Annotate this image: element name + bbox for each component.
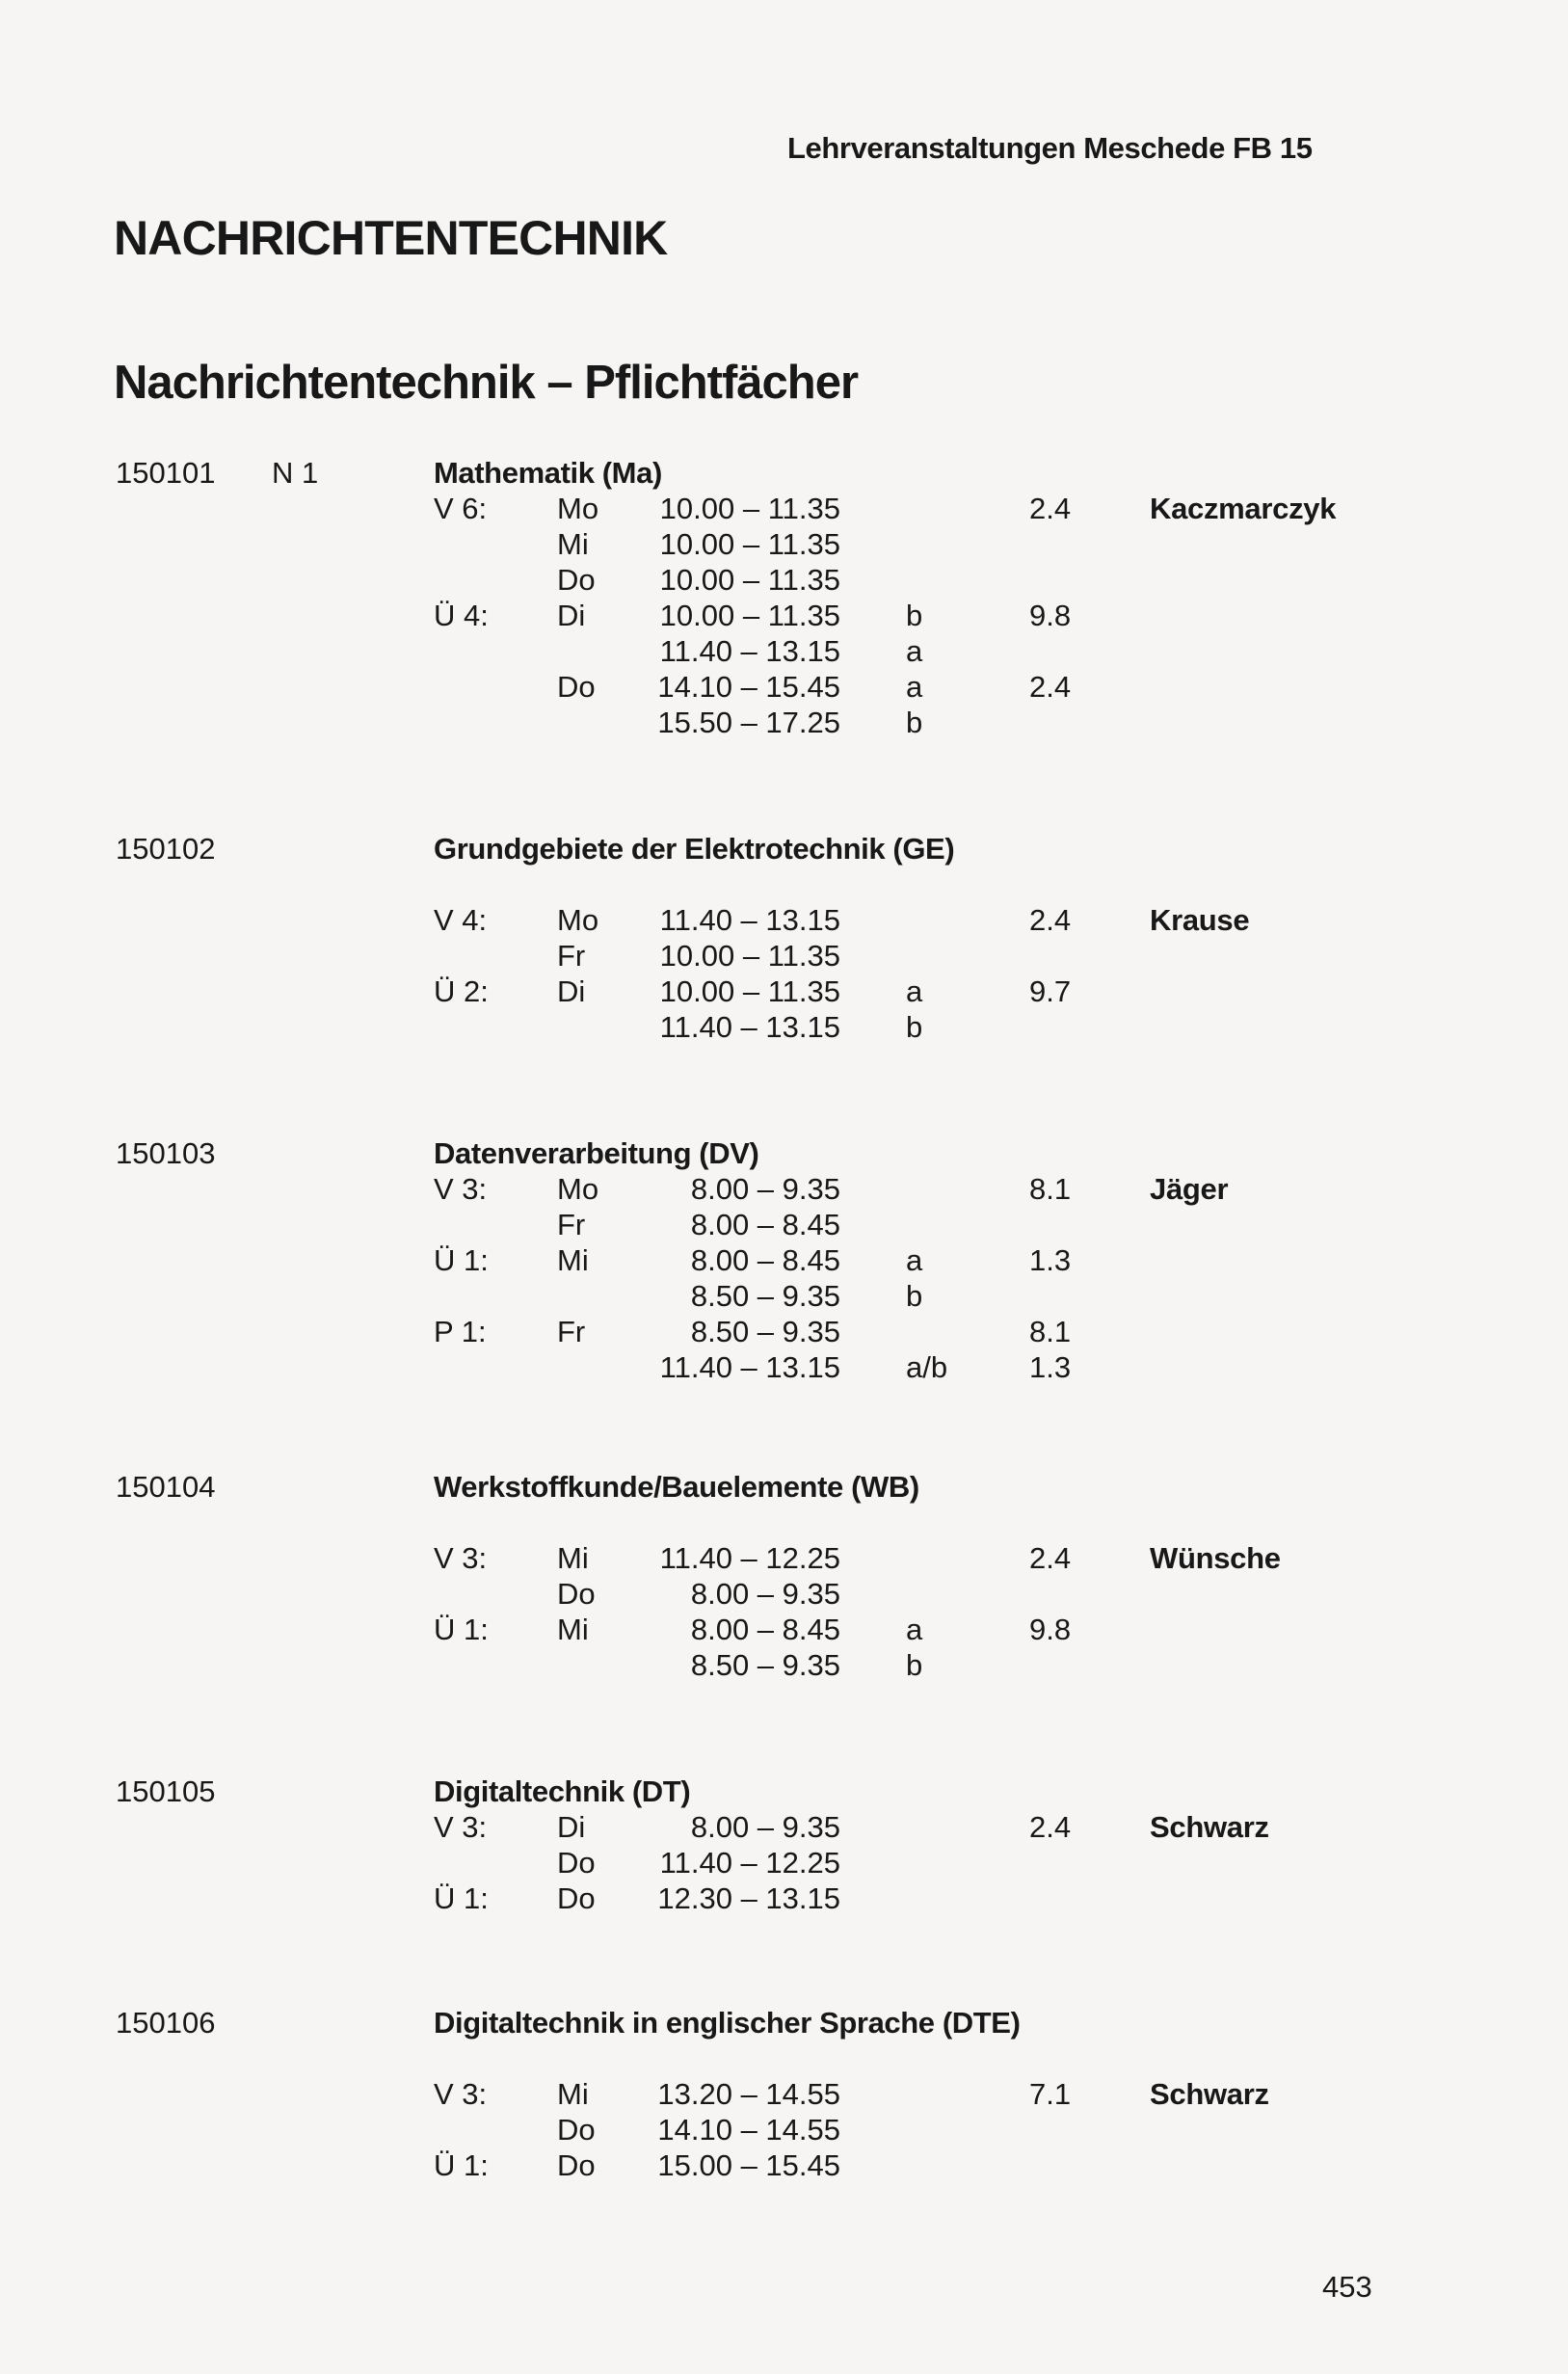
schedule-row — [0, 1540, 1568, 1576]
weekday: Do — [557, 1577, 596, 1611]
weekday: Di — [557, 599, 586, 632]
schedule-row — [0, 974, 1568, 1009]
schedule-row — [0, 1612, 1568, 1647]
schedule-row — [0, 1278, 1568, 1314]
schedule-row — [0, 1881, 1568, 1916]
course-number: 150106 — [116, 2006, 216, 2040]
course-number: 150103 — [116, 1136, 216, 1170]
session-type: Ü 1: — [434, 1881, 489, 1915]
schedule-row — [0, 1647, 1568, 1683]
session-type: Ü 1: — [434, 1613, 489, 1646]
time-range: 10.00 – 11.35 — [659, 527, 840, 561]
time-range: 10.00 – 11.35 — [659, 492, 840, 525]
time-range: 8.00 – 8.45 — [690, 1613, 840, 1646]
time-range: 11.40 – 12.25 — [659, 1846, 840, 1880]
course-title: Mathematik (Ma) — [434, 456, 662, 490]
group: b — [906, 599, 923, 632]
lecturer-name: Kaczmarczyk — [1150, 492, 1337, 525]
session-type: Ü 2: — [434, 974, 489, 1008]
weekday: Mo — [557, 1172, 599, 1206]
weekday: Mi — [557, 1243, 589, 1277]
time-range: 8.00 – 8.45 — [690, 1208, 840, 1241]
time-range: 11.40 – 13.15 — [659, 1350, 840, 1384]
schedule-row — [0, 2147, 1568, 2183]
lecturer-name: Jäger — [1150, 1172, 1229, 1206]
schedule-row — [0, 1576, 1568, 1612]
weekday: Fr — [557, 1208, 586, 1241]
lecturer-name: Krause — [1150, 903, 1250, 937]
course-number: 150105 — [116, 1774, 216, 1808]
time-range: 8.00 – 9.35 — [690, 1172, 840, 1206]
weekday: Do — [557, 2113, 596, 2147]
schedule-row — [0, 705, 1568, 740]
course-150101 — [0, 455, 1568, 744]
department-title: NACHRICHTENTECHNIK — [114, 211, 668, 265]
time-range: 8.00 – 9.35 — [690, 1577, 840, 1611]
room: 2.4 — [1029, 492, 1072, 525]
weekday: Do — [557, 1846, 596, 1880]
schedule-row — [0, 562, 1568, 598]
schedule-row — [0, 1009, 1568, 1045]
time-range: 11.40 – 12.25 — [659, 1541, 840, 1575]
session-type: V 3: — [434, 1810, 488, 1844]
room: 2.4 — [1029, 1541, 1072, 1575]
lecturer-name: Wünsche — [1150, 1541, 1281, 1575]
session-type: V 6: — [434, 492, 488, 525]
time-range: 8.00 – 8.45 — [690, 1243, 840, 1277]
weekday: Mo — [557, 903, 599, 937]
course-title: Digitaltechnik (DT) — [434, 1774, 691, 1808]
schedule-row — [0, 1242, 1568, 1278]
group: a — [906, 1613, 923, 1646]
course-150105 — [0, 1774, 1568, 1918]
session-type: V 3: — [434, 2077, 488, 2111]
course-title: Datenverarbeitung (DV) — [434, 1136, 759, 1170]
room: 2.4 — [1029, 1810, 1072, 1844]
course-title: Werkstoffkunde/Bauelemente (WB) — [434, 1470, 919, 1504]
room: 9.7 — [1029, 974, 1072, 1008]
schedule-row — [0, 2076, 1568, 2112]
schedule-row — [0, 526, 1568, 562]
weekday: Do — [557, 670, 596, 704]
time-range: 10.00 – 11.35 — [659, 599, 840, 632]
weekday: Do — [557, 563, 596, 597]
running-head: Lehrveranstaltungen Meschede FB 15 — [787, 131, 1313, 165]
group: a — [906, 670, 923, 704]
course-title: Digitaltechnik in englischer Sprache (DTE) — [434, 2006, 1021, 2040]
weekday: Mi — [557, 1613, 589, 1646]
room: 9.8 — [1029, 1613, 1072, 1646]
schedule-row — [0, 1314, 1568, 1349]
course-150104 — [0, 1469, 1568, 1691]
schedule-row — [0, 1349, 1568, 1385]
weekday: Fr — [557, 939, 586, 973]
time-range: 11.40 – 13.15 — [659, 903, 840, 937]
time-range: 10.00 – 11.35 — [659, 939, 840, 973]
schedule-row — [0, 633, 1568, 669]
weekday: Di — [557, 974, 586, 1008]
session-type: V 3: — [434, 1541, 488, 1575]
section-title: Nachrichtentechnik – Pflichtfächer — [114, 357, 859, 409]
schedule-row — [0, 902, 1568, 938]
course-number: 150104 — [116, 1470, 216, 1504]
course-150103 — [0, 1135, 1568, 1391]
time-range: 15.50 – 17.25 — [657, 706, 840, 739]
time-range: 8.50 – 9.35 — [690, 1315, 840, 1348]
room: 1.3 — [1029, 1243, 1072, 1277]
time-range: 11.40 – 13.15 — [659, 634, 840, 668]
session-type: V 3: — [434, 1172, 488, 1206]
time-range: 8.00 – 9.35 — [690, 1810, 840, 1844]
session-type: Ü 1: — [434, 1243, 489, 1277]
schedule-row — [0, 491, 1568, 526]
weekday: Do — [557, 2148, 596, 2182]
course-title: Grundgebiete der Elektrotechnik (GE) — [434, 832, 955, 866]
group: b — [906, 706, 923, 739]
course-number: 150102 — [116, 832, 216, 866]
weekday: Do — [557, 1881, 596, 1915]
room: 7.1 — [1029, 2077, 1072, 2111]
time-range: 12.30 – 13.15 — [657, 1881, 840, 1915]
time-range: 10.00 – 11.35 — [659, 563, 840, 597]
schedule-row — [0, 2112, 1568, 2147]
time-range: 10.00 – 11.35 — [659, 974, 840, 1008]
time-range: 14.10 – 14.55 — [657, 2113, 840, 2147]
group: b — [906, 1010, 923, 1044]
room: 2.4 — [1029, 670, 1072, 704]
weekday: Mo — [557, 492, 599, 525]
schedule-row — [0, 938, 1568, 974]
lecturer-name: Schwarz — [1150, 1810, 1269, 1844]
group: a — [906, 1243, 923, 1277]
time-range: 11.40 – 13.15 — [659, 1010, 840, 1044]
lecturer-name: Schwarz — [1150, 2077, 1269, 2111]
weekday: Fr — [557, 1315, 586, 1348]
schedule-row — [0, 1171, 1568, 1207]
room: 2.4 — [1029, 903, 1072, 937]
room: 8.1 — [1029, 1172, 1072, 1206]
room: 9.8 — [1029, 599, 1072, 632]
session-type: Ü 4: — [434, 599, 489, 632]
schedule-row — [0, 598, 1568, 633]
room: 8.1 — [1029, 1315, 1072, 1348]
weekday: Di — [557, 1810, 586, 1844]
course-150106 — [0, 2005, 1568, 2188]
time-range: 8.50 – 9.35 — [690, 1648, 840, 1682]
course-code: N 1 — [272, 456, 319, 490]
weekday: Mi — [557, 527, 589, 561]
group: a — [906, 974, 923, 1008]
group: a/b — [906, 1350, 948, 1384]
weekday: Mi — [557, 1541, 589, 1575]
schedule-row — [0, 1809, 1568, 1845]
time-range: 8.50 – 9.35 — [690, 1279, 840, 1313]
time-range: 15.00 – 15.45 — [657, 2148, 840, 2182]
session-type: V 4: — [434, 903, 488, 937]
session-type: P 1: — [434, 1315, 487, 1348]
time-range: 13.20 – 14.55 — [657, 2077, 840, 2111]
page-number: 453 — [1322, 2270, 1372, 2304]
schedule-row — [0, 1845, 1568, 1881]
group: b — [906, 1279, 923, 1313]
course-number: 150101 — [116, 456, 216, 490]
time-range: 14.10 – 15.45 — [657, 670, 840, 704]
schedule-row — [0, 669, 1568, 705]
course-150102 — [0, 831, 1568, 1053]
room: 1.3 — [1029, 1350, 1072, 1384]
weekday: Mi — [557, 2077, 589, 2111]
session-type: Ü 1: — [434, 2148, 489, 2182]
group: a — [906, 634, 923, 668]
group: b — [906, 1648, 923, 1682]
schedule-row — [0, 1207, 1568, 1242]
